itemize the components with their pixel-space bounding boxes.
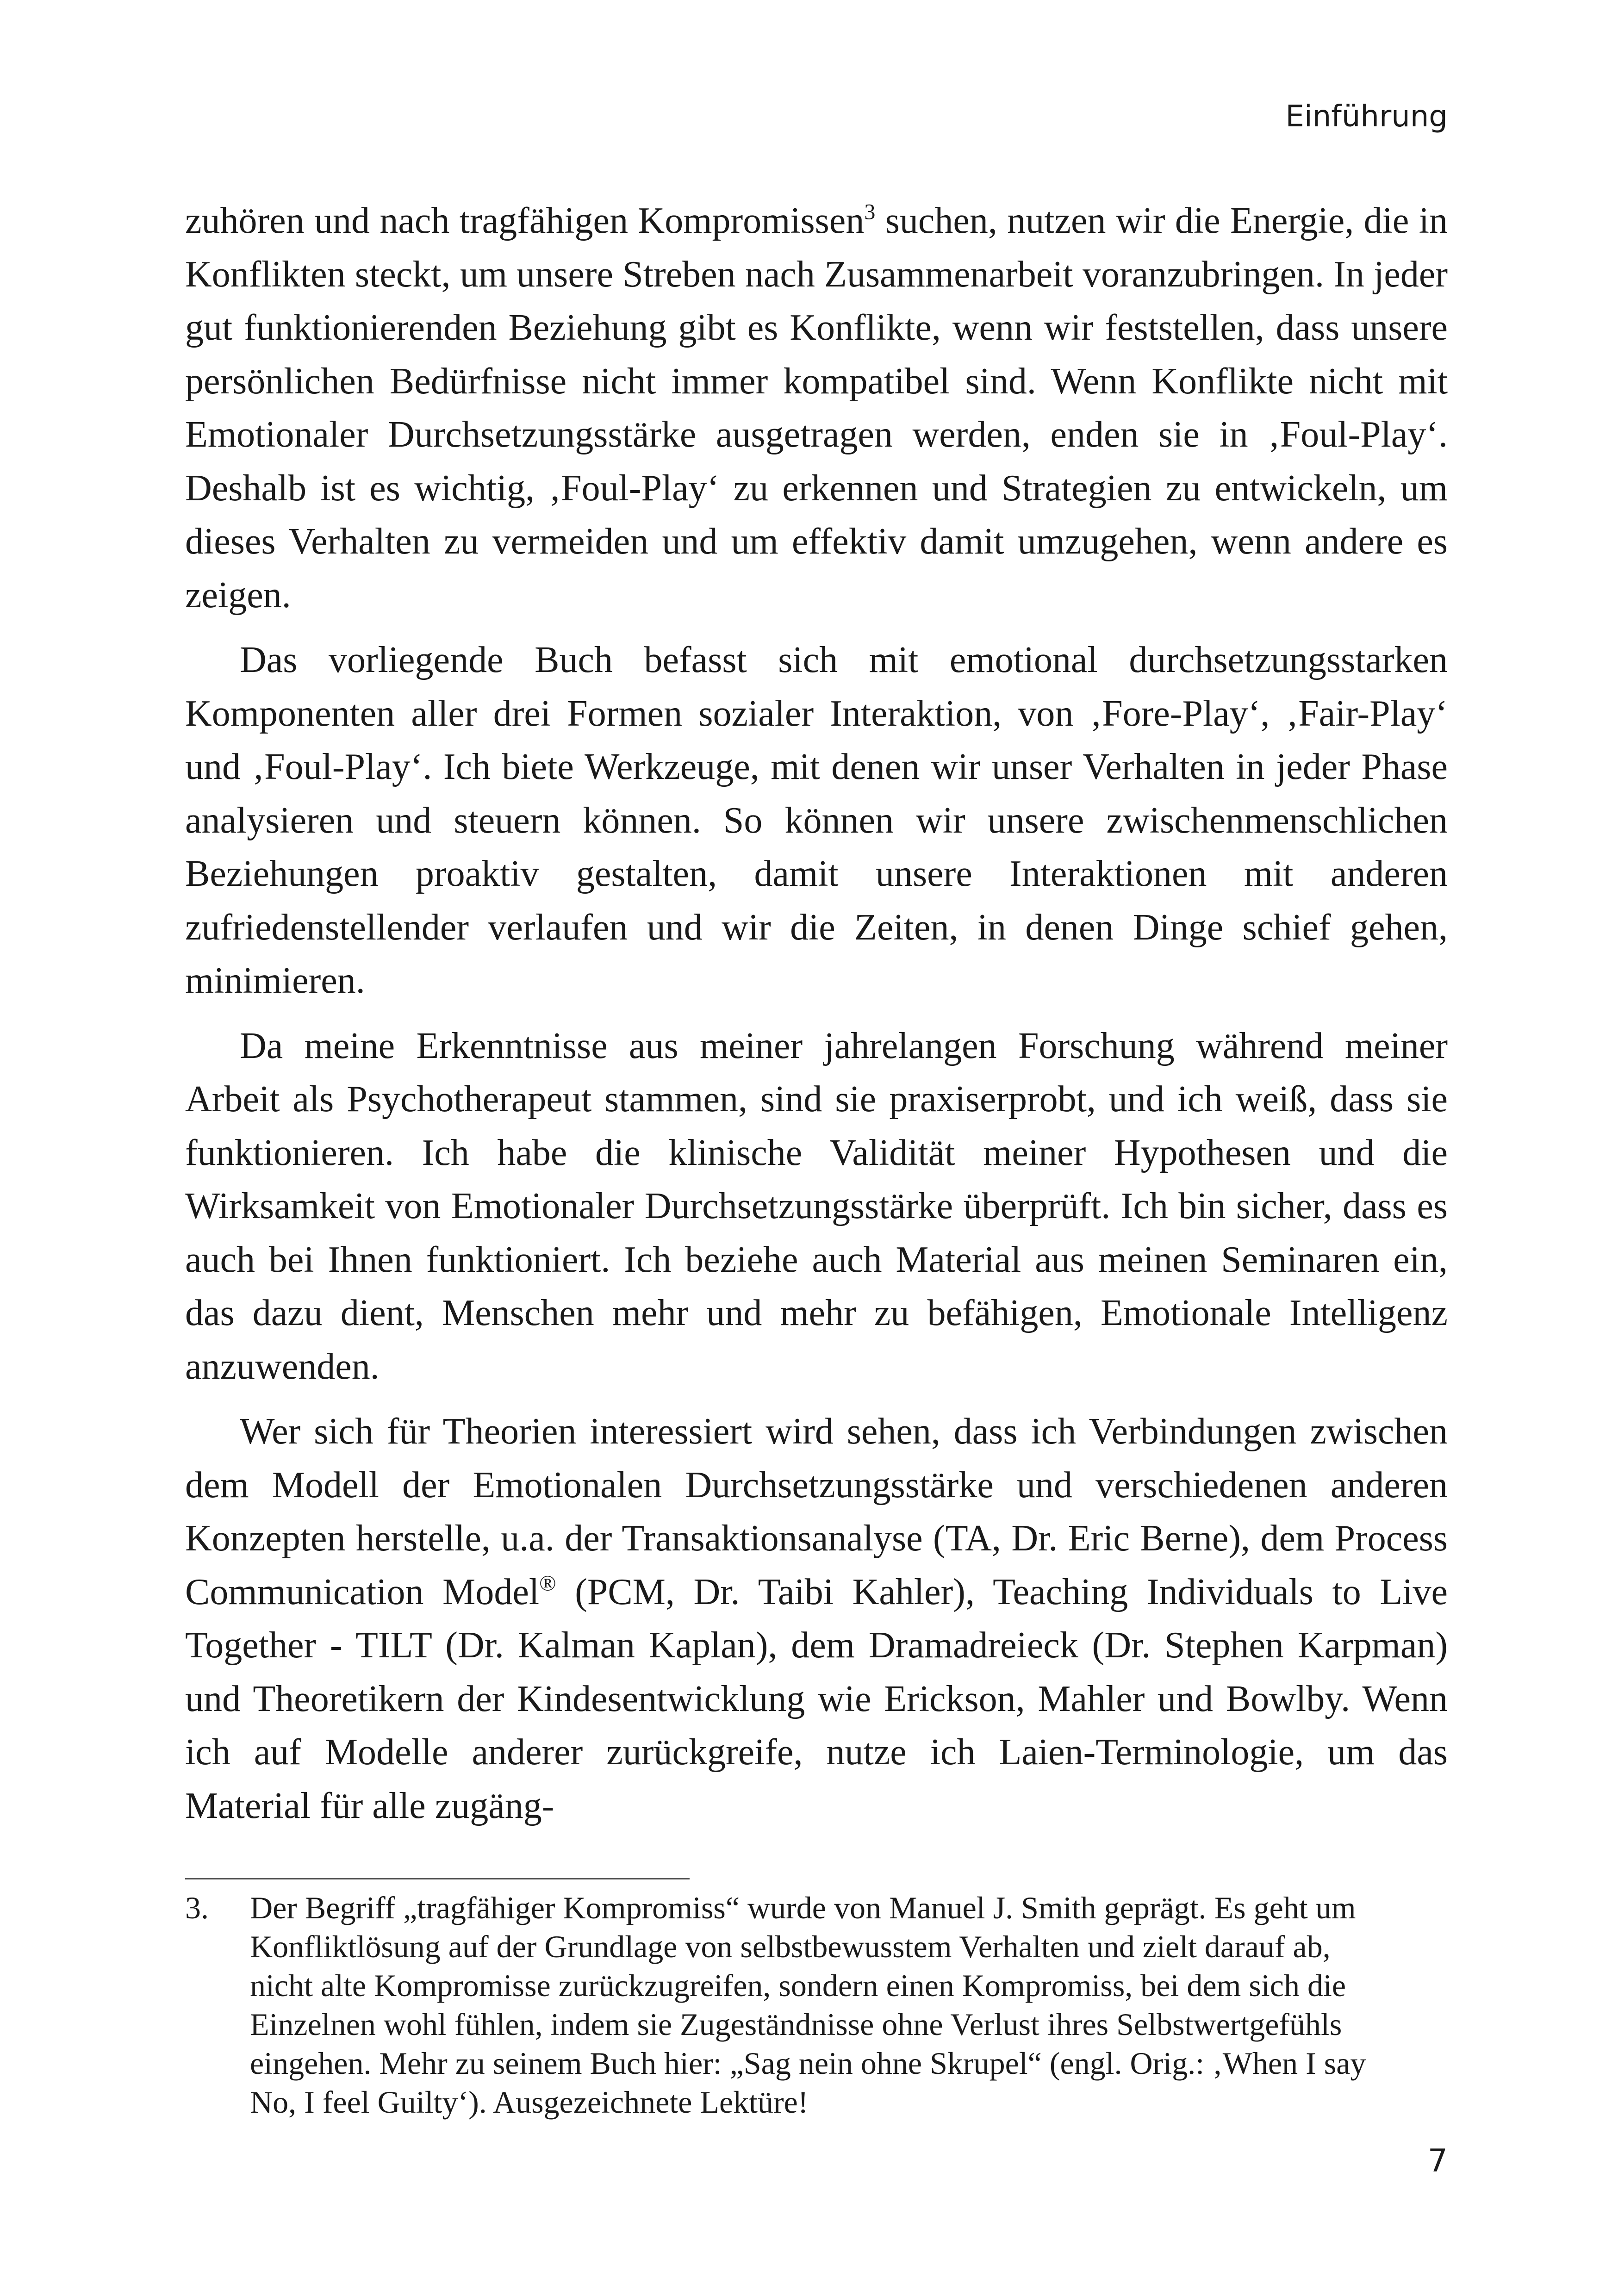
footnote — [185, 1888, 1448, 2122]
paragraph-1-rest: suchen, nutzen wir die Energie, die in Konflikten steckt, um unsere Streben nach Zusammenarbeit voranzubringen. In jeder gut funktionierenden Beziehung gibt es Konflikte, wenn wir feststellen, dass unsere persönlichen Bedürfnisse nicht immer kompatibel sind. Wenn Konflikte nicht mit Emotionaler Durchsetzungsstärke ausgetragen werden, enden sie in ‚Foul-Play‘. Deshalb ist es wichtig, ‚Foul-Play‘ zu erkennen und Strategien zu entwickeln, um dieses Verhalten zu vermeiden und um effektiv damit umzugehen, wenn andere es zeigen. — [185, 200, 1448, 616]
footnote-number: 3. — [185, 1890, 209, 1925]
paragraph-4-start: Wer sich für Theorien interessiert wird sehen, dass ich Verbindungen zwischen dem Modell der Emotionalen Durchsetzungsstärke und verschiedenen anderen Konzepten herstelle, u.a. der Transaktionsanalyse (TA, Dr. Eric Berne), dem Process Communication Model — [185, 1411, 1448, 1612]
paragraph-2: Das vorliegende Buch befasst sich mit emotional durchsetzungsstarken Komponenten aller drei Formen sozialer Interaktion, von ‚Fore-Play‘, ‚Fair-Play‘ und ‚Foul-Play‘. Ich biete Werkzeuge, mit denen wir unser Verhalten in jeder Phase analysieren und steuern können. So können wir unsere zwischenmenschlichen Beziehungen proaktiv gestalten, damit unsere Interaktionen mit anderen zufriedenstellender verlaufen und wir die Zeiten, in denen Dinge schief gehen, minimieren. — [185, 640, 1448, 1001]
footnote-reference: 3 — [864, 199, 876, 224]
paragraph-4 — [185, 1405, 1448, 1833]
paragraph-1 — [185, 194, 1448, 622]
footnote-text: Der Begriff „tragfähiger Kompromiss“ wurde von Manuel J. Smith geprägt. Es geht um Konfliktlösung auf der Grundlage von selbstbewusstem Verhalten und zielt darauf ab, nicht alte Kompromisse zurückzugreifen, sondern einen Kompromiss, bei dem sich die Einzelnen wohl fühlen, indem sie Zugeständnisse ohne Verlust ihres Selbstwertgefühls eingehen. Mehr zu seinem Buch hier: „Sag nein ohne Skrupel“ (engl. Orig.: ‚When I say No, I feel Guilty‘). Ausgezeichnete Lektüre! — [250, 1890, 1366, 2120]
page-number: 7 — [1427, 2143, 1448, 2179]
paragraph-1-start: zuhören und nach tragfähigen Kompromissen — [185, 200, 865, 241]
running-head: Einführung — [1285, 100, 1448, 134]
main-text — [185, 194, 1448, 1844]
paragraph-3: Da meine Erkenntnisse aus meiner jahrelangen Forschung während meiner Arbeit als Psychotherapeut stammen, sind sie praxiserprobt, und ich weiß, dass sie funktionieren. Ich habe die klinische Validität meiner Hypothesen und die Wirksamkeit von Emotionaler Durchsetzungsstärke überprüft. Ich bin sicher, dass es auch bei Ihnen funktioniert. Ich beziehe auch Material aus meinen Seminaren ein, das dazu dient, Menschen mehr und mehr zu befähigen, Emotionale Intelligenz anzuwenden. — [185, 1025, 1448, 1387]
footnote-separator — [185, 1878, 690, 1879]
registered-mark: ® — [539, 1570, 556, 1595]
paragraph-4-rest: (PCM, Dr. Taibi Kahler), Teaching Individuals to Live Together - TILT (Dr. Kalman Kaplan), dem Dramadreieck (Dr. Stephen Karpman) und Theoretikern der Kindesentwicklung wie Erickson, Mahler und Bowlby. Wenn ich auf Modelle anderer zurückgreife, nutze ich Laien-Terminologie, um das Material für alle zugäng- — [185, 1571, 1448, 1826]
